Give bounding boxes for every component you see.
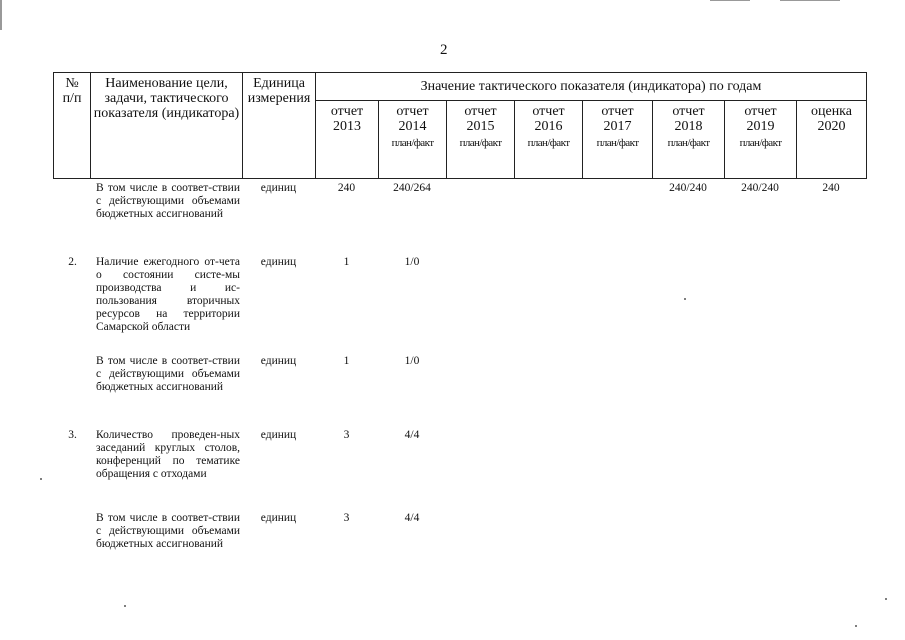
row-value-2014: 4/4 [404, 429, 420, 441]
row-value-2020 [796, 512, 866, 576]
header-year-label: отчет 2014 [396, 104, 429, 134]
table-header [53, 72, 867, 179]
scan-speck [855, 625, 857, 627]
header-plan-fact: план/факт [739, 137, 782, 149]
header-plan-fact: план/факт [391, 137, 434, 149]
row-name: В том числе в соответ-ствии с действующими объемами бюджетных ассигнований [96, 182, 240, 220]
header-year-label: отчет 2018 [672, 104, 705, 134]
row-num [53, 182, 90, 256]
table-row [53, 512, 866, 576]
header-plan-fact: план/факт [459, 137, 502, 149]
row-name: Наличие ежегодного от-чета о состоянии систе-мы производства и ис-пользования вторичных ресурсов на территории Самарской области [96, 256, 240, 333]
top-edge-mark [780, 0, 840, 1]
row-value-2017 [582, 182, 652, 256]
table-row [53, 182, 866, 256]
row-value-2018 [652, 512, 724, 576]
header-num: № п/п [54, 73, 91, 179]
header-name: Наименование цели, задачи, тактического показателя (индикатора) [91, 73, 243, 179]
row-value-2020 [796, 355, 866, 429]
row-value-2015 [446, 256, 514, 355]
row-value-2018 [652, 256, 724, 355]
scan-speck [684, 298, 686, 300]
row-value-2013: 240 [337, 182, 356, 194]
row-value-2016 [514, 182, 582, 256]
row-value-2018 [652, 355, 724, 429]
row-value-2020: 240 [822, 182, 840, 194]
row-value-2020 [796, 256, 866, 355]
row-value-2014: 1/0 [404, 355, 420, 367]
header-year-label: отчет 2019 [744, 104, 777, 134]
header-plan-fact: план/факт [527, 137, 570, 149]
row-name: В том числе в соответ-ствии с действующими объемами бюджетных ассигнований [96, 512, 240, 550]
left-edge-mark [0, 0, 2, 30]
header-plan-fact: план/факт [667, 137, 710, 149]
row-value-2014: 4/4 [404, 512, 420, 524]
row-name: Количество проведен-ных заседаний круглых столов, конференций по тематике обращения с отходами [96, 429, 240, 480]
row-value-2016 [514, 355, 582, 429]
header-group-title: Значение тактического показателя (индикатора) по годам [316, 73, 867, 101]
row-value-2014: 1/0 [404, 256, 420, 268]
header-unit: Единица измерения [243, 73, 316, 179]
row-num: 3. [68, 429, 77, 441]
header-year-label: отчет 2013 [330, 104, 364, 134]
row-value-2013: 3 [343, 512, 350, 524]
scan-speck [885, 598, 887, 600]
row-num [53, 512, 90, 576]
scan-speck [124, 605, 126, 607]
row-value-2018: 240/240 [669, 182, 707, 194]
row-value-2013: 3 [343, 429, 350, 441]
row-unit: единиц [260, 355, 297, 367]
row-value-2019 [724, 256, 796, 355]
page-number: 2 [440, 42, 448, 58]
header-year-2019 [725, 101, 797, 179]
header-plan-fact: план/факт [596, 137, 639, 149]
header-year-label: оценка 2020 [810, 104, 852, 134]
row-unit: единиц [260, 429, 297, 441]
row-value-2019 [724, 429, 796, 512]
row-value-2015 [446, 355, 514, 429]
row-unit: единиц [260, 182, 297, 194]
row-value-2016 [514, 429, 582, 512]
row-name: В том числе в соответ-ствии с действующими объемами бюджетных ассигнований [96, 355, 240, 393]
row-num: 2. [68, 256, 77, 268]
row-value-2016 [514, 512, 582, 576]
table-row [53, 355, 866, 429]
row-value-2017 [582, 256, 652, 355]
row-value-2019 [724, 355, 796, 429]
row-value-2017 [582, 355, 652, 429]
row-value-2013: 1 [343, 256, 350, 268]
top-edge-mark [710, 0, 750, 1]
row-unit: единиц [260, 512, 297, 524]
row-value-2019 [724, 512, 796, 576]
row-num [53, 355, 90, 429]
row-value-2018 [652, 429, 724, 512]
row-value-2017 [582, 429, 652, 512]
row-value-2013: 1 [343, 355, 350, 367]
header-year-2013 [316, 101, 379, 179]
table-body [53, 182, 866, 576]
header-year-label: отчет 2017 [601, 104, 634, 134]
table-row [53, 429, 866, 512]
header-year-2015 [447, 101, 515, 179]
header-year-label: отчет 2016 [532, 104, 565, 134]
row-value-2015 [446, 512, 514, 576]
header-year-2017 [583, 101, 653, 179]
row-value-2019: 240/240 [741, 182, 779, 194]
row-value-2017 [582, 512, 652, 576]
row-value-2015 [446, 429, 514, 512]
header-year-2020 [797, 101, 867, 179]
header-year-2016 [515, 101, 583, 179]
header-year-2014 [379, 101, 447, 179]
table-row [53, 256, 866, 355]
row-value-2014: 240/264 [393, 182, 431, 194]
row-unit: единиц [260, 256, 297, 268]
header-year-2018 [653, 101, 725, 179]
row-value-2015 [446, 182, 514, 256]
scan-speck [40, 478, 42, 480]
header-year-label: отчет 2015 [464, 104, 497, 134]
row-value-2020 [796, 429, 866, 512]
row-value-2016 [514, 256, 582, 355]
